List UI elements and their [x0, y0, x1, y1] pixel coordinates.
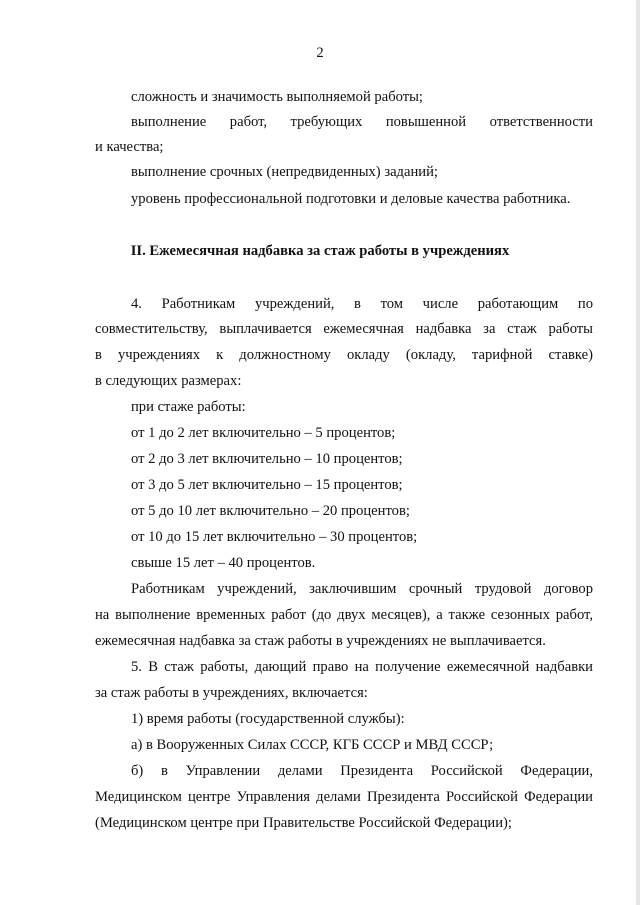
page-edge: [636, 0, 640, 905]
text-line: совместительству, выплачивается ежемесячная надбавка за стаж работы: [95, 321, 593, 337]
text-line: за стаж работы в учреждениях, включается:: [95, 685, 368, 701]
text-line: в учреждениях к должностному окладу (окладу, тарифной ставке): [95, 347, 593, 363]
text-line: Работникам учреждений, заключившим срочный трудовой договор: [131, 581, 593, 597]
text-line: уровень профессиональной подготовки и деловые качества работника.: [131, 191, 571, 207]
page-number: 2: [316, 45, 324, 61]
text-line: и качества;: [95, 139, 164, 155]
tenure-item: от 1 до 2 лет включительно – 5 процентов;: [131, 425, 396, 441]
tenure-item: свыше 15 лет – 40 процентов.: [131, 555, 316, 571]
text-line: б) в Управлении делами Президента Российской Федерации,: [131, 763, 593, 779]
text-line: выполнение срочных (непредвиденных) заданий;: [131, 164, 438, 180]
text-line: на выполнение временных работ (до двух месяцев), а также сезонных работ,: [95, 607, 593, 623]
text-line: а) в Вооруженных Силах СССР, КГБ СССР и МВД СССР;: [131, 737, 494, 753]
text-line: (Медицинском центре при Правительстве Российской Федерации);: [95, 815, 512, 831]
section-title: II. Ежемесячная надбавка за стаж работы в учреждениях: [130, 243, 510, 259]
text-line: Медицинском центре Управления делами Президента Российской Федерации: [95, 789, 593, 805]
text-line: 1) время работы (государственной службы):: [131, 711, 405, 727]
text-line: ежемесячная надбавка за стаж работы в учреждениях не выплачивается.: [95, 633, 546, 649]
text-line: 4. Работникам учреждений, в том числе работающим по: [131, 296, 593, 312]
text-line: сложность и значимость выполняемой работы;: [131, 89, 423, 105]
text-line: 5. В стаж работы, дающий право на получение ежемесячной надбавки: [131, 659, 593, 675]
tenure-item: при стаже работы:: [131, 399, 246, 415]
tenure-item: от 3 до 5 лет включительно – 15 процентов;: [131, 477, 403, 493]
tenure-item: от 2 до 3 лет включительно – 10 процентов;: [131, 451, 403, 467]
tenure-item: от 5 до 10 лет включительно – 20 процентов;: [131, 503, 410, 519]
text-line: выполнение работ, требующих повышенной ответственности: [131, 114, 593, 130]
tenure-item: от 10 до 15 лет включительно – 30 процентов;: [131, 529, 418, 545]
text-line: в следующих размерах:: [95, 373, 242, 389]
